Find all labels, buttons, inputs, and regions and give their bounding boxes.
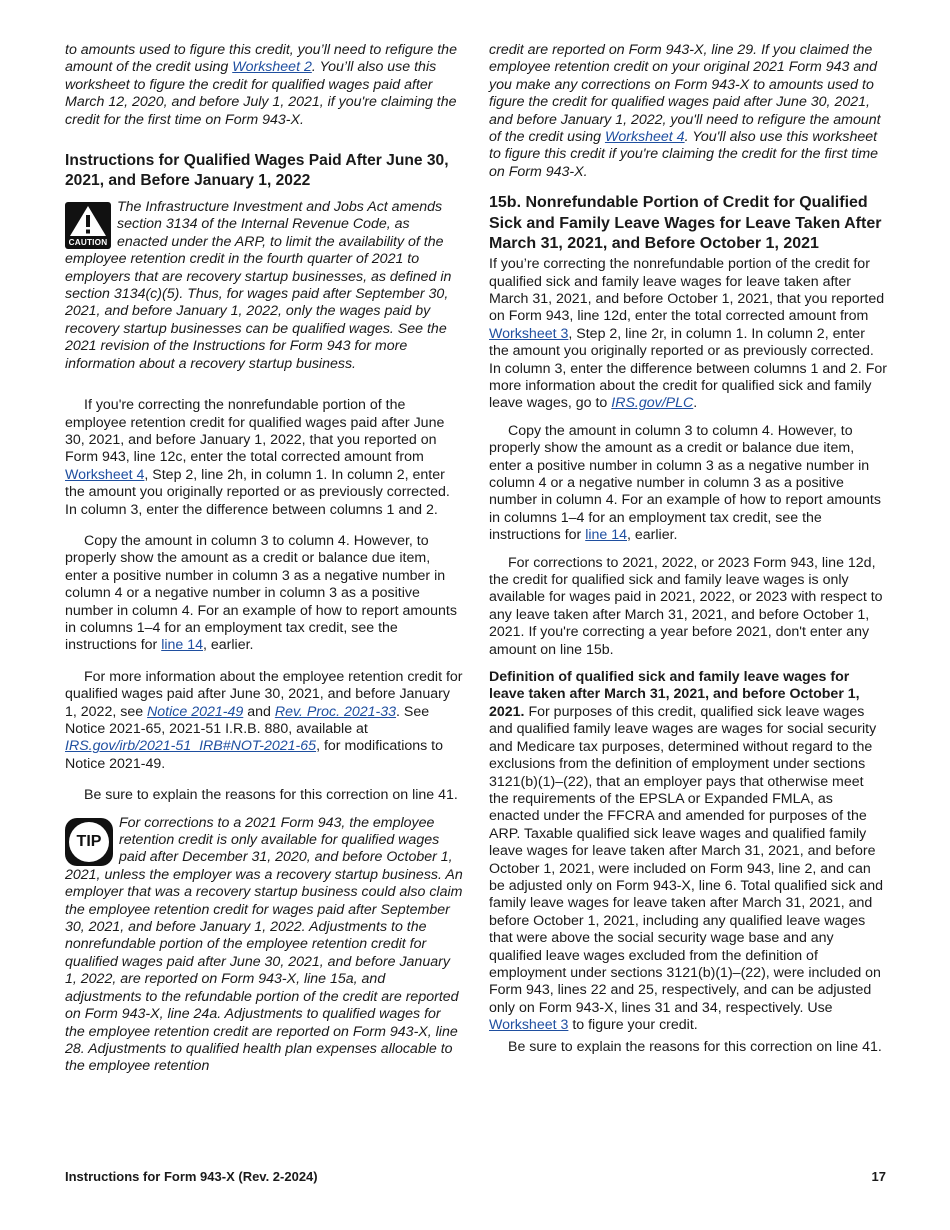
- caution-note: [65, 199, 463, 373]
- worksheet-4-link-right[interactable]: Worksheet 4: [604, 129, 685, 146]
- worksheet-3-link[interactable]: Worksheet 3: [489, 325, 569, 342]
- qualified-wages-heading: Instructions for Qualified Wages Paid After June 30, 2021, and Before January 1, 2022: [65, 152, 449, 190]
- left-paragraph-copy: Copy the amount in column 3 to column 4. However, to properly show the amount as a credit or balance due item, enter a positive number in column 3 as a negative number in column 4 or a negative number in column 3 as a positive number in column 4. For an example of how to report amounts in columns 1–4 for an employment tax credit, see the instructions for line 14, earlier.: [65, 532, 457, 654]
- caution-icon: CAUTION: [65, 202, 111, 249]
- right-intro-paragraph: credit are reported on Form 943-X, line 29. If you claimed the employee retention credit on your original 2021 Form 943 and you make any corrections on Form 943-X to amounts used to figure the credit for qualified wages paid after June 30, 2021, and before January 1, 2022, you'll need to refigure the amount of the credit using Worksheet 4. You'll also use this worksheet to figure this credit if you're claiming the credit for the first time on Form 943-X.: [489, 42, 881, 180]
- left-paragraph-explain: Be sure to explain the reasons for this correction on line 41.: [84, 787, 458, 804]
- irs-plc-link[interactable]: IRS.gov/PLC: [611, 395, 694, 412]
- section-15b-heading: 15b. Nonrefundable Portion of Credit for Qualified Sick and Family Leave Wages for Leave Taken After March 31, 2021, and Before October 1, 2021: [489, 194, 882, 252]
- left-paragraph-more-info: For more information about the employee retention credit for qualified wages paid after June 30, 2021, and before January 1, 2022, see Notice 2021-49 and Rev. Proc. 2021-33. See Notice 2021-65, 2021-51 I.R.B. 880, available at IRS.gov/irb/2021-51_IRB#NOT-2021-65, for modifications to Notice 2021-49.: [65, 668, 463, 772]
- right-paragraph-correcting: If you’re correcting the nonrefundable portion of the credit for qualified sick and family leave wages for leave taken after March 31, 2021, and before October 1, 2021, that you reported on Form 943, line 12d, enter the total corrected amount from Worksheet 3, Step 2, line 2r, in column 1. In column 2, enter the amount you originally reported or as previously corrected. In column 3, enter the difference between columns 1 and 2. For more information about the credit for qualified sick and family leave wages, go to IRS.gov/PLC.: [489, 256, 888, 412]
- line-14-link-right[interactable]: line 14: [585, 527, 628, 544]
- left-intro-paragraph: to amounts used to figure this credit, you’ll need to refigure the amount of the credit using Worksheet 2. You’ll also use this worksheet to figure the credit for qualified wages paid after March 12, 2020, and before July 1, 2021, if you're claiming the credit for the first time on Form 943-X.: [65, 42, 457, 128]
- page-number: 17: [871, 1169, 886, 1184]
- notice-2021-49-link[interactable]: Notice 2021-49: [147, 703, 244, 720]
- right-column: [489, 42, 887, 1056]
- right-paragraph-copy: Copy the amount in column 3 to column 4. However, to properly show the amount as a credit or balance due item, enter a positive number in column 3 as a negative number in column 4 or a negative number in column 3 as a positive number in column 4. For an example of how to report amounts in columns 1–4 for an employment tax credit, see the instructions for line 14, earlier.: [489, 422, 881, 544]
- line-14-link[interactable]: line 14: [161, 637, 204, 654]
- right-paragraph-corrections: For corrections to 2021, 2022, or 2023 Form 943, line 12d, the credit for qualified sick and family leave wages is only available for wages paid in 2021, 2022, or 2023 with respect to any leave taken after March 31, 2021, and before October 1, 2021. If you're correcting a year before 2021, don't enter any amount on line 15b.: [489, 554, 883, 658]
- rev-proc-2021-33-link[interactable]: Rev. Proc. 2021-33: [274, 703, 397, 720]
- definition-title: Definition of qualified sick and family leave wages for leave taken after March 31, 2021, and before October 1, 2021.: [489, 669, 860, 720]
- left-column: [65, 42, 463, 1076]
- caution-text: The Infrastructure Investment and Jobs Act amends section 3134 of the Internal Revenue Code, as enacted under the ARP, to limit the availability of the employee retention credit in the fourth quarter of 2021 to employers that are recovery startup businesses, as defined in section 3134(c)(5). Thus, for wages paid after September 30, 2021, and before January 1, 2022, only the wages paid by recovery startup businesses can be qualified wages. See the 2021 revision of the Instructions for Form 943 for more information about a recovery startup business.: [65, 199, 452, 372]
- worksheet-3-link-2[interactable]: Worksheet 3: [489, 1017, 569, 1034]
- tip-icon: TIP: [65, 818, 113, 866]
- tip-text: For corrections to a 2021 Form 943, the employee retention credit is only available for qualified wages paid after December 31, 2020, and before October 1, 2021, unless the employer was a recovery startup business. An employer that was a recovery startup business could also claim the employee retention credit for wages paid after September 30, 2021, and before January 1, 2022. Adjustments to the nonrefundable portion of the employee retention credit for qualified wages paid after June 30, 2021, and before January 1, 2022, are reported on Form 943-X, line 15a, and adjustments to the refundable portion of the credit are reported on Form 943-X, line 24a. Adjustments to qualified wages for the employee retention credit are reported on Form 943-X, line 28. Adjustments to qualified health plan expenses allocable to the employee retention: [65, 814, 463, 1075]
- footer-form-title: Instructions for Form 943-X (Rev. 2-2024): [65, 1169, 318, 1184]
- left-paragraph-correcting: If you're correcting the nonrefundable portion of the employee retention credit for qualified wages paid after June 30, 2021, and before January 1, 2022, that you reported on Form 943, line 12c, enter the total corrected amount from Worksheet 4, Step 2, line 2h, in column 1. In column 2, enter the amount you originally reported or as previously corrected. In column 3, enter the difference between columns 1 and 2.: [65, 397, 450, 518]
- worksheet-4-link[interactable]: Worksheet 4: [65, 466, 145, 483]
- definition-paragraph: Definition of qualified sick and family leave wages for leave taken after March 31, 2021, and before October 1, 2021. For purposes of this credit, qualified sick leave wages and qualified family leave wages are wages for social security and Medicare tax purposes, determined without regard to the exclusions from the definition of employment under sections 3121(b)(1)–(22), that an employer pays that otherwise meet the requirements of the EPSLA or Expanded FMLA, as enacted under the FFCRA and amended for purposes of the ARP. Taxable qualified sick leave wages and qualified family leave wages for leave taken after March 31, 2021, and before October 1, 2021, were included on Form 943, line 2, and can be adjusted only on Form 943-X, line 6. Total qualified sick and family leave wages for leave taken after March 31, 2021, and before October 1, 2021, including any qualified leave wages that were above the social security wage base and any qualified leave wages excluded from the definition of employment under sections 3121(b)(1)–(22), were included on Form 943, lines 22 and 25, respectively, and can be adjusted only on Form 943-X, lines 31 and 34, respectively. Use Worksheet 3 to figure your credit.: [489, 669, 884, 1034]
- irb-notice-link[interactable]: IRS.gov/irb/2021-51_IRB#NOT-2021-65: [65, 738, 317, 755]
- right-paragraph-explain: Be sure to explain the reasons for this correction on line 41.: [508, 1038, 882, 1055]
- tip-note: [65, 815, 463, 1076]
- worksheet-2-link[interactable]: Worksheet 2: [232, 59, 312, 76]
